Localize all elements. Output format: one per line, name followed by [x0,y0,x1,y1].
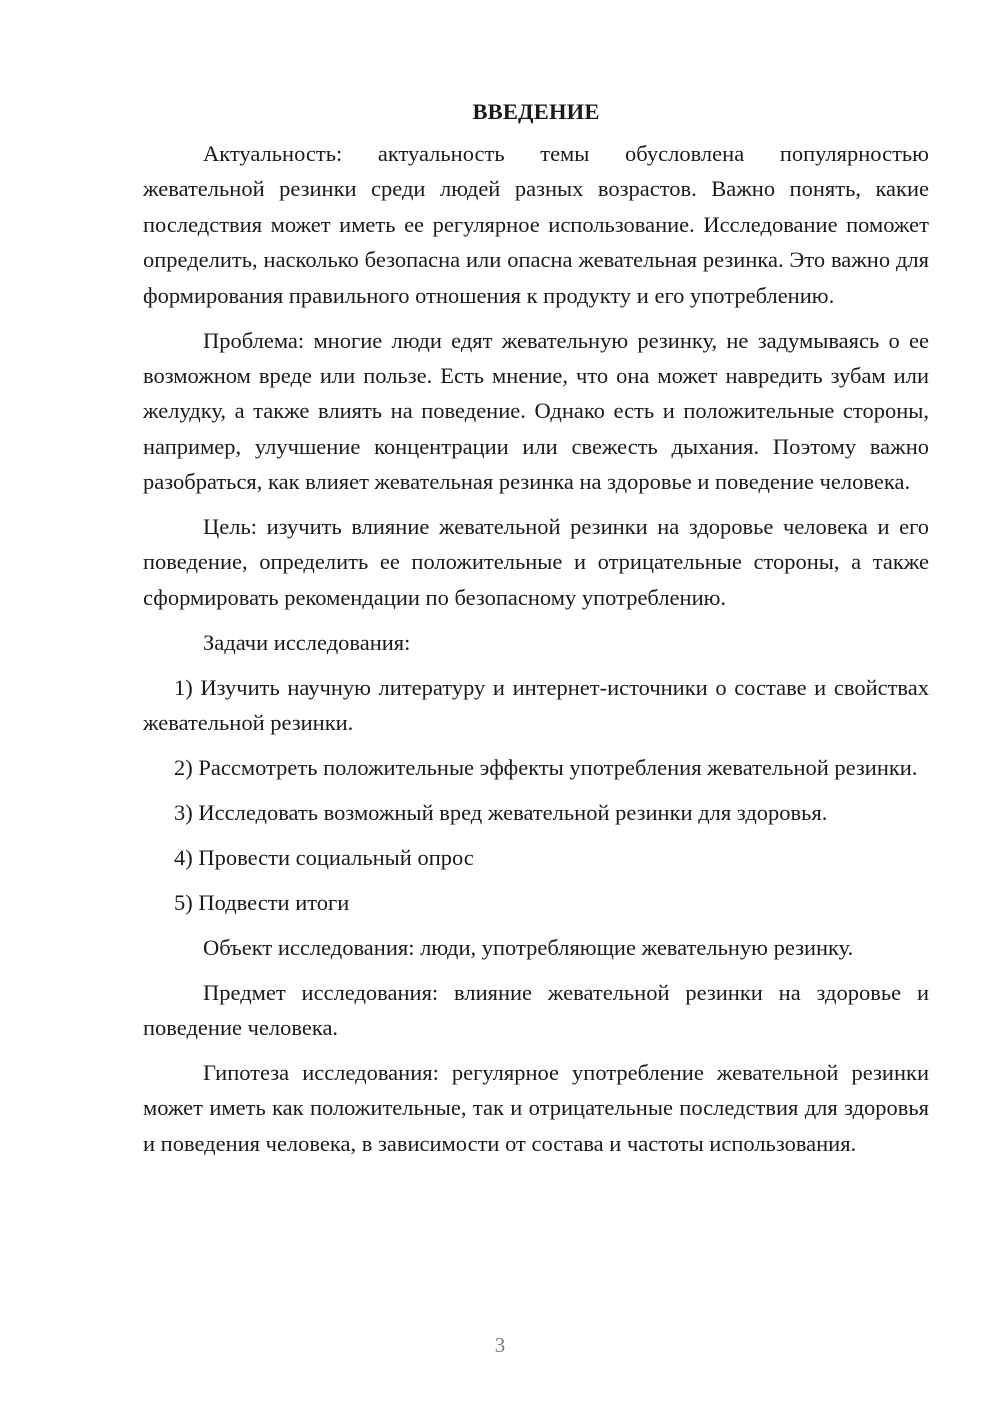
task-item-5: 5) Подвести итоги [174,889,350,915]
page-number: 3 [494,1333,506,1357]
paragraph-tasks-heading: Задачи исследования: [203,629,411,655]
task-item-4: 4) Провести социальный опрос [174,844,474,870]
paragraph-object: Объект исследования: люди, употребляющие жевательную резинку. [203,934,854,960]
task-item-2: 2) Рассмотреть положительные эффекты употребления жевательной резинки. [174,755,918,780]
page-title: ВВЕДЕНИЕ [472,99,600,124]
paragraph-relevance: Актуальность: актуальность темы обусловлена популярностью жевательной резинки среди людей разных возрастов. Важно понять, какие последствия может иметь ее регулярное использование. Исследование поможет определить, насколько безопасна или опасна жевательная резинка. Это важно для формирования правильного отношения к продукту и его употреблению. [143,141,929,308]
paragraph-subject: Предмет исследования: влияние жевательной резинки на здоровье и поведение человека. [143,979,929,1040]
paragraph-problem: Проблема: многие люди едят жевательную резинку, не задумываясь о ее возможном вреде или пользе. Есть мнение, что она может навредить зубам или желудку, а также влиять на поведение. Однако есть и положительные стороны, например, улучшение концентрации или свежесть дыхания. Поэтому важно разобраться, как влияет жевательная резинка на здоровье и поведение человека. [143,327,929,495]
paragraph-hypothesis: Гипотеза исследования: регулярное употребление жевательной резинки может иметь как положительные, так и отрицательные последствия для здоровья и поведения человека, в зависимости от состава и частоты использования. [143,1059,929,1156]
task-item-3: 3) Исследовать возможный вред жевательной резинки для здоровья. [174,799,828,825]
document-page [143,94,929,1171]
paragraph-goal: Цель: изучить влияние жевательной резинки на здоровье человека и его поведение, определить ее положительные и отрицательные стороны, а также сформировать рекомендации по безопасному употреблению. [143,514,929,610]
task-item-1: 1) Изучить научную литературу и интернет-источники о составе и свойствах жевательной резинки. [143,674,929,736]
